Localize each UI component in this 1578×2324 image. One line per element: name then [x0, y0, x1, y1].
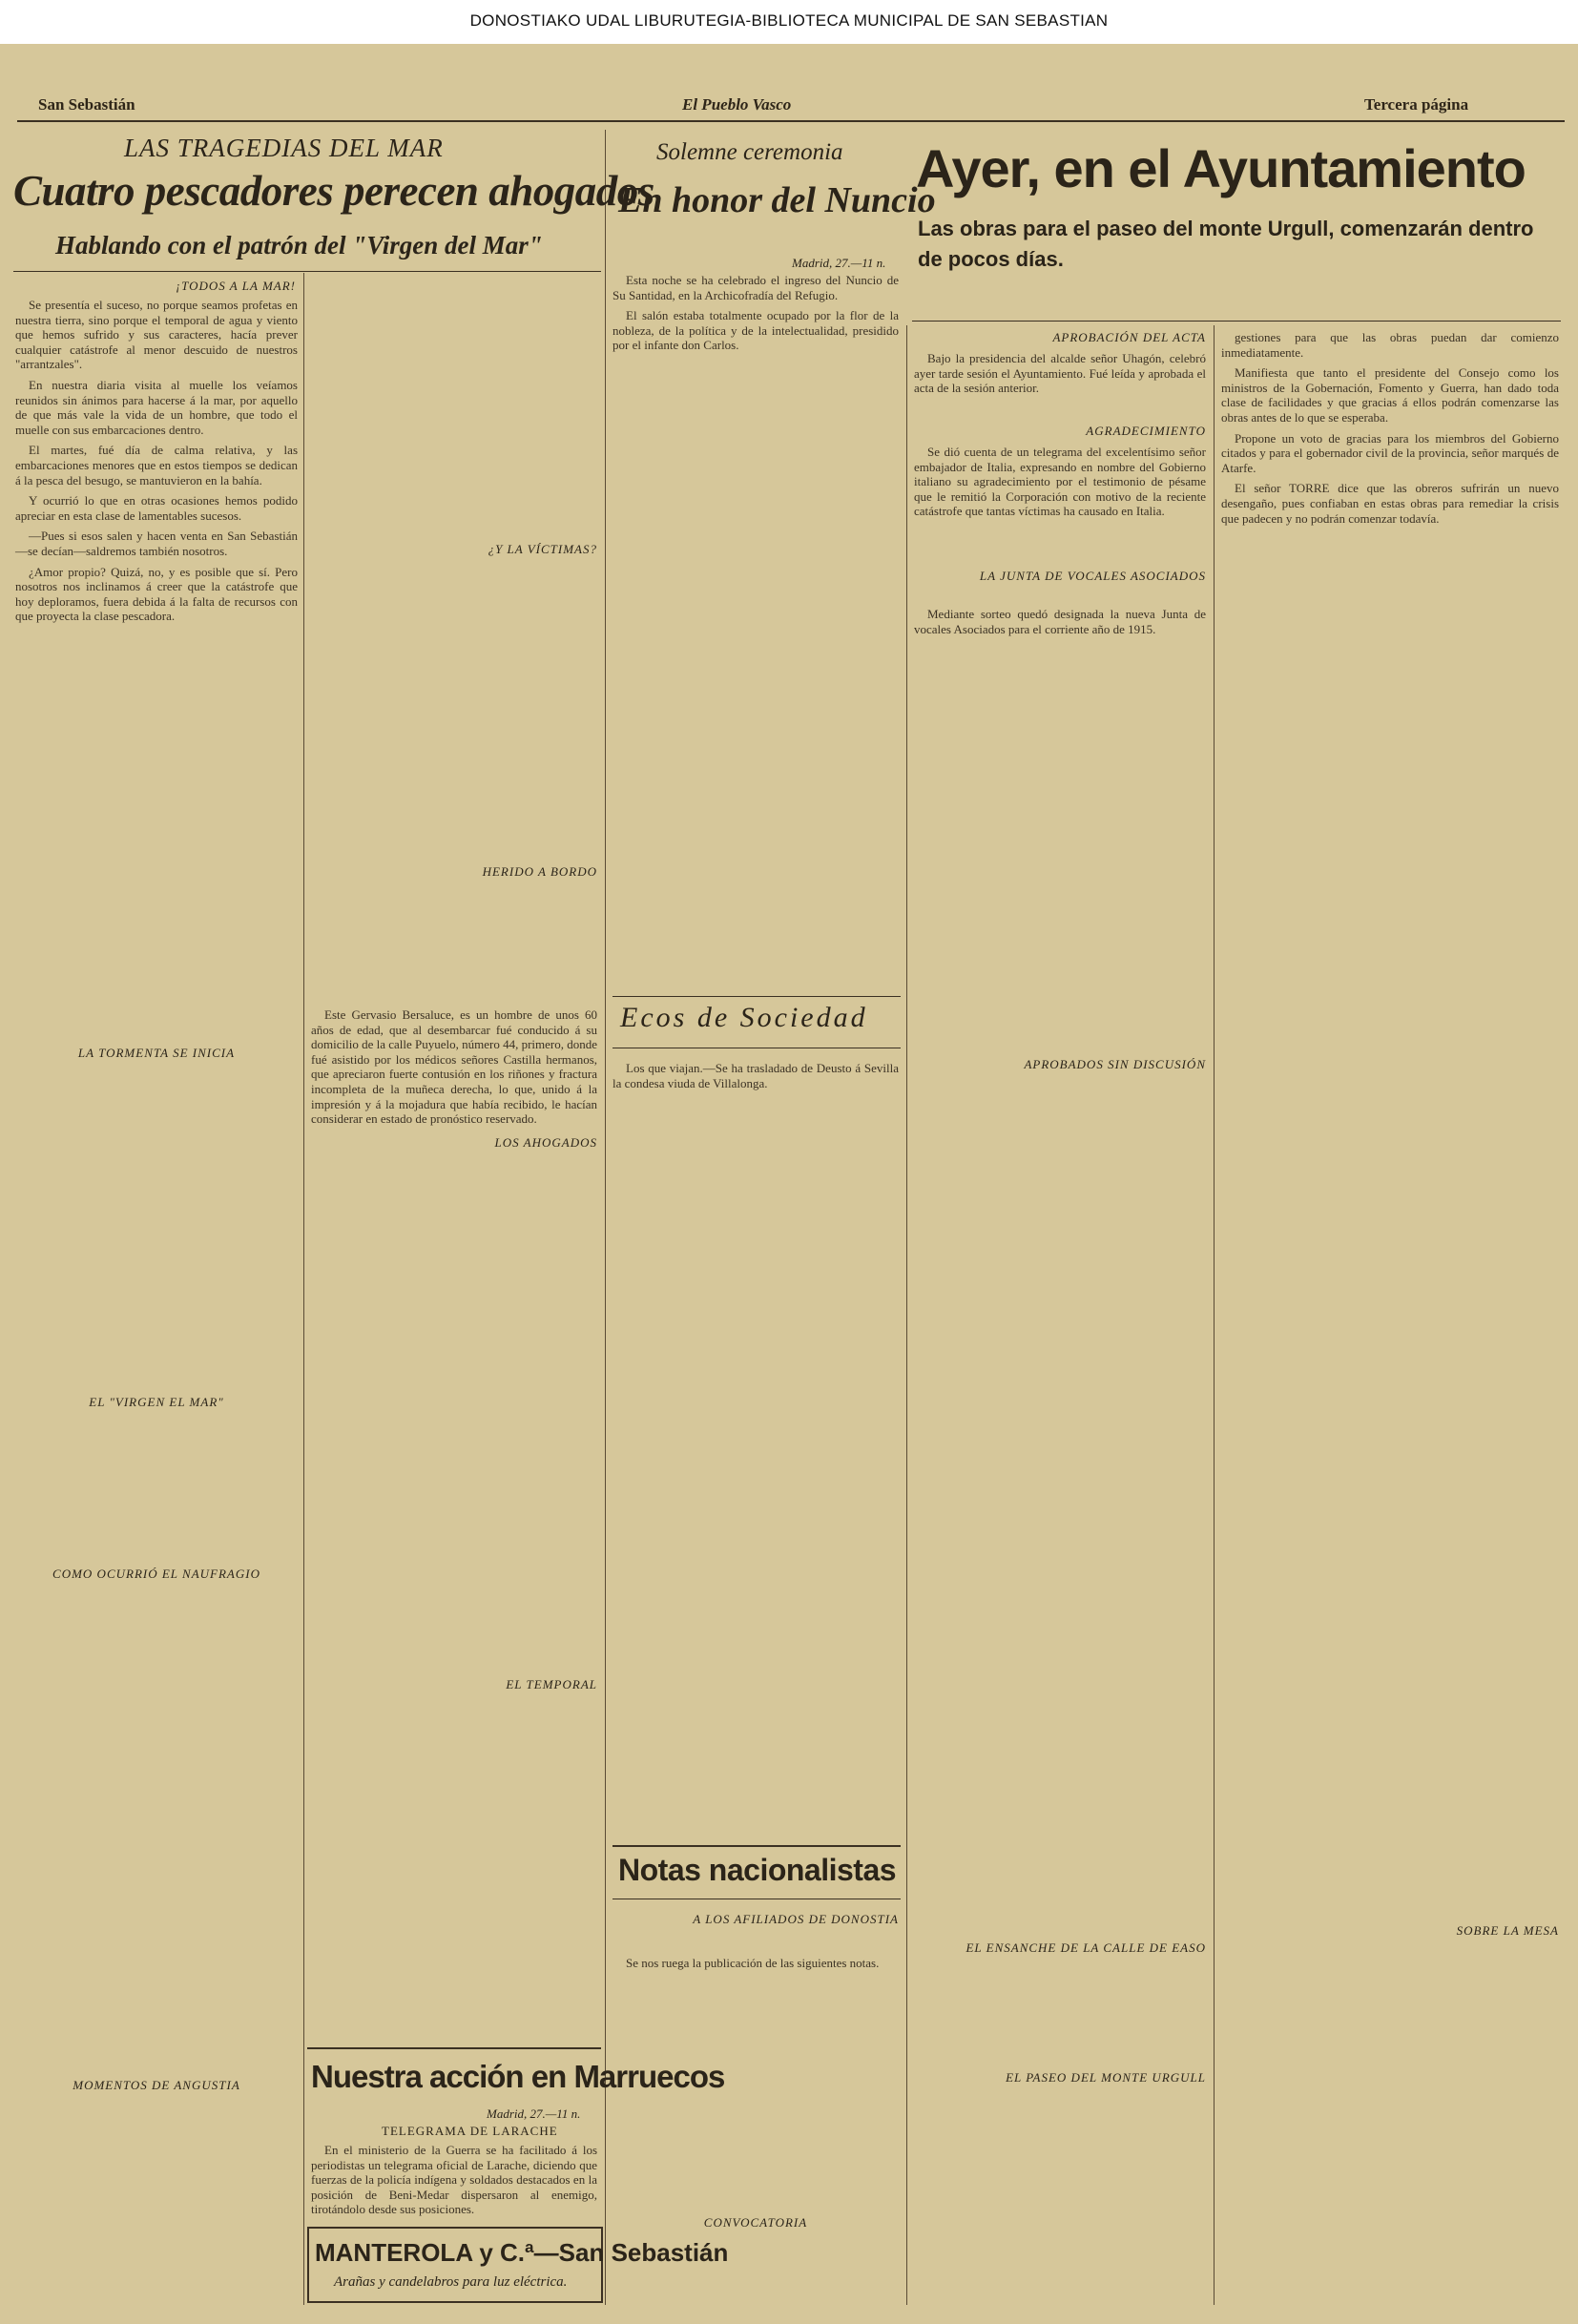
- column-2-body: [311, 1007, 597, 1146]
- subhead-storm-weather: EL TEMPORAL: [506, 1677, 597, 1691]
- subhead-shipwreck: COMO OCURRIÓ EL NAUFRAGIO: [52, 1567, 260, 1581]
- paragraph: Y ocurrió lo que en otras ocasiones hemos podido apreciar en esta clase de lamentables sucesos.: [15, 493, 298, 523]
- morocco-dateline: Madrid, 27.—11 n.: [487, 2106, 581, 2121]
- paragraph: —Pues si esos salen y hacen venta en San Sebastián—se decían—saldremos también nosotros.: [15, 529, 298, 558]
- council-body-1: [914, 351, 1206, 420]
- column-rule-4: [1214, 325, 1215, 2305]
- paragraph: Esta noche se ha celebrado el ingreso del Nuncio de Su Santidad, en la Archicofradía del Refugio.: [613, 273, 899, 302]
- paragraph: Mediante sorteo quedó designada la nueva Junta de vocales Asociados para el corriente año de 1915.: [914, 607, 1206, 636]
- paragraph: En nuestra diaria visita al muelle los veíamos reunidos sin ánimos para hacerse á la mar, por aquello de que más vale la vida de un hombre, que todo el muelle con sus embarcaciones dentro.: [15, 377, 298, 437]
- paragraph: Los que viajan.—Se ha trasladado de Deusto á Sevilla la condesa viuda de Villalonga.: [613, 1061, 899, 1090]
- subhead-urgull-promenade: EL PASEO DEL MONTE URGULL: [1006, 2070, 1206, 2085]
- subhead-board: LA JUNTA DE VOCALES ASOCIADOS: [979, 569, 1206, 583]
- paragraph: Este Gervasio Bersaluce, es un hombre de unos 60 años de edad, que al desembarcar fué conducido á su domicilio de la calle Puyuelo, número 44, primero, donde fué asistido por los médicos señores Castilla hermanos, que apreciaron fuerte contusión en los riñones y fractura incompleta de la muñeca derecha, lo que, unido á la impresión y á la mojadura que había recibido, le hacían considerar en estado de pronóstico reservado.: [311, 1007, 598, 1127]
- council-body-3: [914, 607, 1206, 664]
- morocco-subhead: TELEGRAMA DE LARACHE: [382, 2124, 558, 2138]
- manterola-ad-title: MANTEROLA y C.ª—San Sebastián: [315, 2238, 729, 2267]
- paragraph: Manifiesta que tanto el presidente del Consejo como los ministros de la Gobernación, Fomento y Guerra, han dado toda clase de facilidades y que gracias á ellos podrán comenzarse las obras antes de lo que se esperaba.: [1221, 365, 1559, 425]
- newspaper-page: [0, 44, 1578, 2324]
- council-headline-rule: [912, 321, 1561, 322]
- paragraph: Se presentía el suceso, no porque seamos profetas en nuestra tierra, sino porque el temporal de agua y viento que hemos sufrido y sus caracteres, hacía prever cualquier catástrofe al menor descuido de nuestros "arrantzales".: [15, 298, 298, 372]
- column-rule-1: [303, 273, 304, 2305]
- society-body: [613, 1061, 899, 1095]
- column-rule-2: [605, 130, 606, 2305]
- convocatoria-subhead: CONVOCATORIA: [703, 2215, 808, 2230]
- headline-rule: [13, 271, 601, 272]
- subhead-anguish: MOMENTOS DE ANGUSTIA: [73, 2078, 240, 2092]
- column-1-body-top: [15, 298, 298, 746]
- council-body-2: [914, 445, 1206, 559]
- paragraph: ¿Amor propio? Quizá, no, y es posible que sí. Pero nosotros nos inclinamos á creer que la catástrofe que hoy deploramos, fuera debida á la falta de recursos con que proyecta la clase pescadora.: [15, 564, 298, 624]
- subhead-victims: ¿Y LA VÍCTIMAS?: [488, 542, 597, 556]
- council-headline: Ayer, en el Ayuntamiento: [916, 138, 1526, 198]
- nuncio-kicker: Solemne ceremonia: [656, 139, 843, 165]
- paragraph: Bajo la presidencia del alcalde señor Uhagón, celebró ayer tarde sesión el Ayuntamiento. Fué leída y aprobada el acta de la sesión anterior.: [914, 351, 1206, 396]
- council-continued-body: [1221, 330, 1559, 540]
- running-head-left: San Sebastián: [38, 95, 135, 114]
- society-section-title: Ecos de Sociedad: [620, 1002, 868, 1033]
- morocco-headline: Nuestra acción en Marruecos: [311, 2059, 725, 2094]
- paragraph: El martes, fué día de calma relativa, y las embarcaciones menores que en estos tiempos se dedican á la pesca del besugo, se mantuvieron en la bahía.: [15, 443, 298, 488]
- subhead-drowned: LOS AHOGADOS: [494, 1135, 597, 1150]
- nationalist-subhead: A LOS AFILIADOS DE DONOSTIA: [693, 1912, 899, 1926]
- paragraph: Propone un voto de gracias para los miembros del Gobierno citados y para el gobernador civil de la provincia, señor marqués de Atarfe.: [1221, 430, 1559, 475]
- society-top-rule: [613, 996, 901, 997]
- running-head-right: Tercera página: [1364, 95, 1469, 114]
- nuncio-dateline: Madrid, 27.—11 n.: [792, 256, 886, 270]
- paragraph: gestiones para que las obras puedan dar comienzo inmediatamente.: [1221, 330, 1559, 360]
- nationalist-top-rule: [613, 1845, 901, 1847]
- manterola-ad-subtitle: Arañas y candelabros para luz eléctrica.: [334, 2274, 568, 2290]
- running-head-center: El Pueblo Vasco: [682, 95, 792, 114]
- article-headline: Cuatro pescadores perecen ahogados: [13, 167, 654, 215]
- paragraph: En el ministerio de la Guerra se ha facilitado á los periodistas un telegrama oficial de Larache, diciendo que fuerzas de la policía indígena y soldados destacados en la posición de Beni-Medar dispersaron al enemigo, tirotándolo desde sus posiciones.: [311, 2143, 597, 2217]
- article-deck: Hablando con el patrón del "Virgen del Mar": [55, 231, 543, 259]
- nationalist-body: [613, 1956, 899, 1990]
- column-rule-3: [906, 325, 907, 2305]
- subhead-storm: LA TORMENTA SE INICIA: [77, 1046, 236, 1060]
- subhead-virgen-del-mar: EL "VIRGEN EL MAR": [89, 1395, 224, 1409]
- subhead-injured: HERIDO A BORDO: [482, 864, 597, 879]
- nuncio-body: [613, 273, 899, 368]
- subhead-on-the-table: SOBRE LA MESA: [1456, 1923, 1559, 1938]
- masthead-rule: [17, 120, 1565, 122]
- paragraph: El salón estaba totalmente ocupado por la flor de la nobleza, de la política y de la intelectualidad, presidido por el infante don Carlos.: [613, 308, 899, 353]
- opening-subhead: ¡TODOS A LA MAR!: [176, 279, 296, 293]
- nuncio-headline: En honor del Nuncio: [618, 180, 936, 220]
- paragraph: El señor TORRE dice que las obreros sufrirán un nuevo desengaño, pues confiaban en estas obras para remediar la crisis que padecen y no podrán comenzar todavía.: [1221, 481, 1559, 526]
- subhead-minutes: APROBACIÓN DEL ACTA: [1052, 330, 1206, 344]
- nationalist-section-title: Notas nacionalistas: [618, 1853, 897, 1887]
- morocco-body: [311, 2143, 597, 2217]
- council-deck: Las obras para el paseo del monte Urgull, comenzarán dentro de pocos días.: [918, 217, 1534, 271]
- article-kicker: LAS TRAGEDIAS DEL MAR: [124, 134, 444, 162]
- paragraph: Se nos ruega la publicación de las siguientes notas.: [626, 1956, 880, 1970]
- library-banner: DONOSTIAKO UDAL LIBURUTEGIA-BIBLIOTECA MUNICIPAL DE SAN SEBASTIAN: [0, 0, 1578, 42]
- paragraph: Se dió cuenta de un telegrama del excelentísimo señor embajador de Italia, expresando en nombre del Gobierno italiano su agradecimiento por el testimonio de pésame que le remitió la Corporación con motivo de la reciente catástrofe que tantas víctimas ha causado en Italia.: [914, 445, 1206, 519]
- subhead-easo-street: EL ENSANCHE DE LA CALLE DE EASO: [965, 1940, 1206, 1955]
- subhead-approved: APROBADOS SIN DISCUSIÓN: [1024, 1057, 1206, 1071]
- ad-top-rule: [307, 2047, 601, 2049]
- subhead-thanks: AGRADECIMIENTO: [1086, 424, 1206, 438]
